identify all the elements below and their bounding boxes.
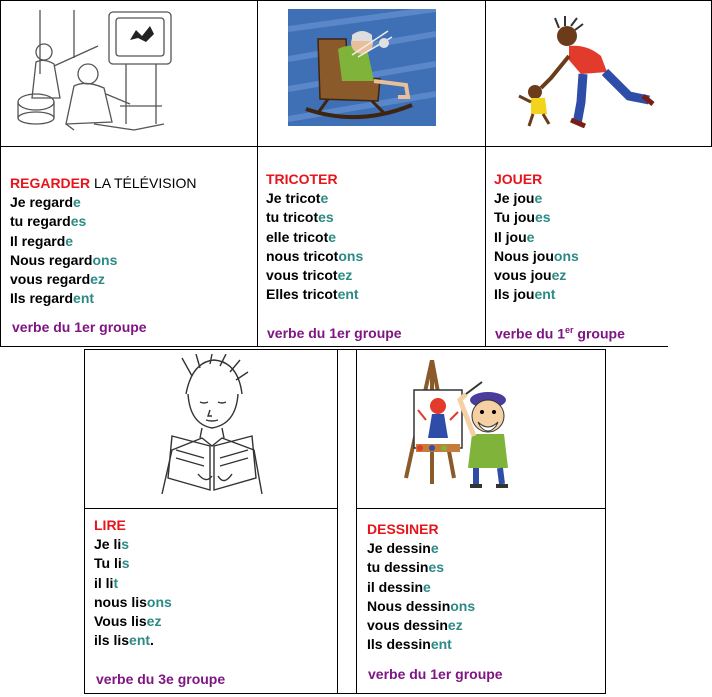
boy-reading-illustration <box>152 354 272 499</box>
card-jouer-group-label: verbe du 1er groupe <box>495 325 625 342</box>
card-lire-group-label: verbe du 3e groupe <box>96 671 226 687</box>
grandmother-knitting-illustration <box>288 9 436 126</box>
conjugation-line: nous lisons <box>94 593 172 610</box>
conjugation-line: Il regarde <box>10 232 74 249</box>
adult-playing-with-child-illustration <box>511 16 659 128</box>
conjugation-line: il dessine <box>367 578 431 595</box>
children-watching-tv-illustration <box>14 6 194 134</box>
verb-heading: REGARDER LA TÉLÉVISION <box>10 175 197 191</box>
conjugation-line: Vous lisez <box>94 613 162 630</box>
conjugation-line: vous regardez <box>10 271 105 288</box>
conjugation-line: Je dessine <box>367 540 439 557</box>
jouer-box-bottom-line <box>485 346 668 347</box>
card-tricoter-group-label: verbe du 1er groupe <box>267 325 402 341</box>
child-painting-illustration <box>404 360 520 492</box>
conjugation-line: Je joue <box>494 190 543 207</box>
card-tricoter-conjugation <box>266 170 363 304</box>
card-lire-conjugation <box>94 516 172 650</box>
conjugation-line: Tu lis <box>94 555 130 572</box>
conjugation-line: Nous jouons <box>494 247 579 264</box>
conjugation-line: Je regarde <box>10 194 81 211</box>
card-dessiner-group-label: verbe du 1er groupe <box>368 666 503 682</box>
conjugation-line: Ils dessinent <box>367 636 452 653</box>
card-dessiner-conjugation <box>367 520 475 654</box>
verb-heading: TRICOTER <box>266 171 338 187</box>
conjugation-line: vous tricotez <box>266 267 353 284</box>
card-regarder-conjugation <box>10 174 196 308</box>
card-jouer-conjugation <box>494 170 579 304</box>
conjugation-line: Je lis <box>94 536 130 553</box>
verb-heading: JOUER <box>494 171 543 187</box>
card-regarder-group-label: verbe du 1er groupe <box>12 319 147 335</box>
conjugation-line: tu tricotes <box>266 209 334 226</box>
conjugation-line: nous tricotons <box>266 247 364 264</box>
conjugation-line: ils lisent. <box>94 632 154 649</box>
conjugation-line: il lit <box>94 574 119 591</box>
conjugation-line: tu dessines <box>367 559 445 576</box>
divider-line <box>337 349 356 694</box>
conjugation-line: Nous regardons <box>10 251 118 268</box>
conjugation-line: Nous dessinons <box>367 597 476 614</box>
conjugation-line: tu regardes <box>10 213 87 230</box>
verb-heading-extra: LA TÉLÉVISION <box>90 175 197 191</box>
conjugation-line: elle tricote <box>266 228 337 245</box>
verb-heading: LIRE <box>94 517 126 533</box>
conjugation-line: Tu joues <box>494 209 551 226</box>
conjugation-line: Je tricote <box>266 190 329 207</box>
conjugation-line: vous jouez <box>494 267 567 284</box>
conjugation-line: Il joue <box>494 228 535 245</box>
conjugation-line: Elles tricotent <box>266 286 359 303</box>
conjugation-line: vous dessinez <box>367 617 463 634</box>
conjugation-line: Ils regardent <box>10 290 95 307</box>
verb-heading: DESSINER <box>367 521 439 537</box>
conjugation-line: Ils jouent <box>494 286 556 303</box>
